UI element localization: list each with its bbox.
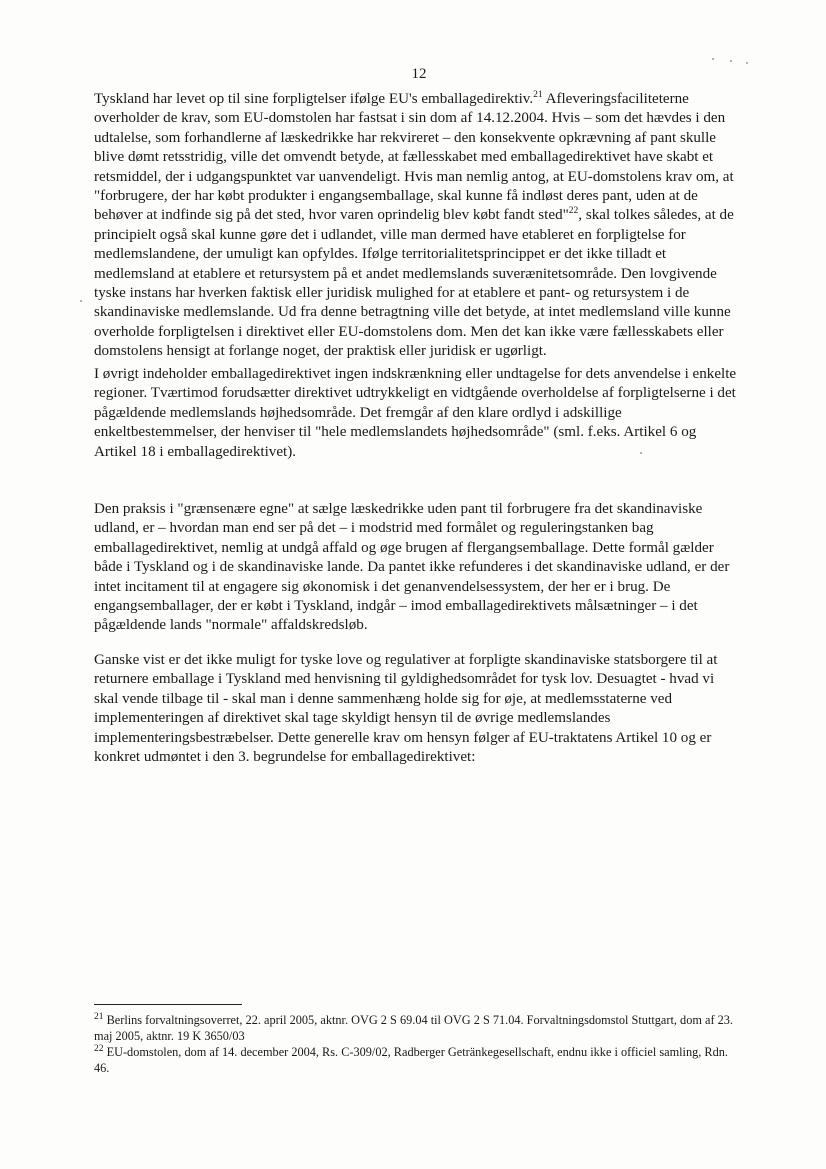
scan-speck xyxy=(640,452,642,454)
paragraph-1-text-b: Afleveringsfaciliteterne overholder de krav, som EU-domstolen har fastsat i sin dom af 14.12.2004. Hvis – som det hævdes i den udtalelse, som forhandlerne af læskedrikke har rekvireret – den konsekvente opkrævning af pant skulle blive dømt retsstridig, ville det omvendt betyde, at fællesskabet med emballagedirektivet have skabt et retsmiddel, der i udgangspunktet var uanvendeligt. Hvis man nemlig antog, at EU-domstolens krav om, at "forbrugere, der har købt produkter i engangsemballage, skal kunne få indløst deres pant, uden at de behøver at indfinde sig på det sted, hvor varen oprindelig blev købt fandt sted" xyxy=(94,91,734,224)
paragraph-1 xyxy=(94,90,741,362)
footnote-22-number: 22 xyxy=(94,1043,104,1054)
paragraph-1-text-c: , skal tolkes således, at de principielt også skal kunne gøre det i udlandet, ville man dermed have etableret en forpligtelse for medlemslandene, der umuligt kan opfyldes. Ifølge territorialitetsprincippet er det ikke tilladt et medlemsland at etablere et retursystem på et andet medlemslands suverænitetsområde. Den lovgivende tyske instans har hverken faktisk eller juridisk mulighed for at etablere et pant- og retursystem i de skandinaviske medlemslande. Ud fra denne betragtning ville det betyde, at intet medlemsland ville kunne overholde forpligtelsen i direktivet eller EU-domstolens dom. Men det kan ikke være fællesskabets eller domstolens hensigt at forlange noget, der praktisk eller juridisk er ugørligt. xyxy=(94,207,734,360)
footnote-separator xyxy=(94,1004,242,1005)
paragraph-3: Den praksis i "grænsenære egne" at sælge læskedrikke uden pant til forbrugere fra det skandinaviske udland, er – hvordan man end ser på det – i modstrid med formålet og reguleringstanken bag emballagedirektivet, nemlig at undgå affald og øge brugen af flergangsemballage. Dette formål gælder både i Tyskland og i de skandinaviske lande. Da pantet ikke refunderes i det skandinaviske udland, er der intet incitament til at engagere sig økonomisk i det genanvendelsessystem, der her er i brug. De engangsemballager, der er købt i Tyskland, indgår – imod emballagedirektivets målsætninger – i det pågældende lands "normale" affaldskredsløb. xyxy=(94,501,730,634)
footnote-21-text: Berlins forvaltningsoverret, 22. april 2005, aktnr. OVG 2 S 69.04 til OVG 2 S 71.04. Forvaltningsdomstol Stuttgart, dom af 23. maj 2005, aktnr. 19 K 3650/03 xyxy=(94,1013,733,1043)
scan-speck xyxy=(746,62,748,64)
scan-speck xyxy=(712,58,714,60)
scan-speck xyxy=(80,300,82,302)
paragraph-1-text-a: Tyskland har levet op til sine forpligtelser ifølge EU's emballagedirektiv. xyxy=(94,91,534,107)
footnote-ref-21: 21 xyxy=(533,89,543,100)
paragraph-4: Ganske vist er det ikke muligt for tyske love og regulativer at forpligte skandinaviske statsborgere til at returnere emballage i Tyskland med henvisning til gyldighedsområdet for tysk lov. Desuagtet - hvad vi skal vende tilbage til - skal man i denne sammenhæng holde sig for øje, at medlemsstaterne ved implementeringen af direktivet skal tage skyldigt hensyn til de øvrige medlemslandes implementeringsbestræbelser. Dette generelle krav om hensyn følger af EU-traktatens Artikel 10 og er konkret udmøntet i den 3. begrundelse for emballagedirektivet: xyxy=(94,652,718,766)
footnote-22-text: EU-domstolen, dom af 14. december 2004, Rs. C-309/02, Radberger Getränkegesellschaft, endnu ikke i officiel samling, Rdn. 46. xyxy=(94,1045,728,1075)
footnote-22 xyxy=(94,1044,744,1076)
footnotes xyxy=(94,1012,744,1076)
footnote-ref-22: 22 xyxy=(568,206,579,217)
footnote-21-number: 21 xyxy=(94,1011,104,1022)
scan-speck xyxy=(730,60,732,62)
footnote-21 xyxy=(94,1012,744,1044)
paragraph-2: I øvrigt indeholder emballagedirektivet ingen indskrænkning eller undtagelse for dets anvendelse i enkelte regioner. Tværtimod forudsætter direktivet udtrykkeligt en vidtgående overholdelse af forpligtelserne i det pågældende medlemslands højhedsområde. Det fremgår af den klare ordlyd i adskillige enkeltbestemmelser, der henviser til "hele medlemslandets højhedsområde" (sml. f.eks. Artikel 6 og Artikel 18 i emballagedirektivet). xyxy=(94,366,737,460)
page-number: 12 xyxy=(411,66,427,82)
